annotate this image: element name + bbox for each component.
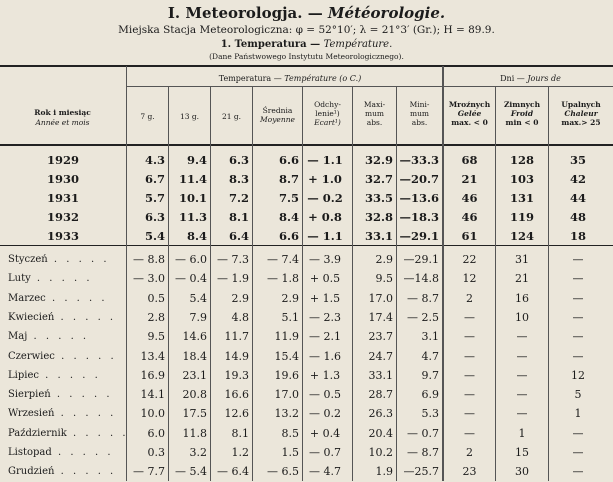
year-row-max: 33.1 (364, 229, 393, 243)
month-row-t21: — 7.3 (217, 253, 249, 266)
temperature-group-pl: Temperatura (218, 74, 272, 83)
leader-dots: . . . . . (54, 350, 117, 362)
col-header-hot-cond: max.> 25 (561, 118, 601, 127)
col-header-min (397, 100, 442, 127)
row-header-fr: Année et mois (35, 118, 90, 127)
year-row-max: 32.8 (364, 210, 393, 224)
month-row-max: 24.7 (368, 349, 393, 363)
year-row-max: 32.7 (364, 172, 393, 186)
month-row-t7: 10.0 (140, 407, 165, 421)
col-header-hot-fr: Chaleur (564, 109, 598, 118)
col-header-mean (253, 106, 302, 124)
month-row-label (8, 347, 124, 367)
month-row-t7: — 8.8 (133, 253, 165, 266)
month-row-min: 3.1 (421, 330, 439, 344)
year-row-min: —18.3 (399, 210, 439, 224)
year-row-label: 1933 (46, 229, 79, 243)
year-row-hot: 44 (569, 191, 586, 205)
month-row-max: 17.0 (368, 291, 393, 305)
month-name: Kwiecień (8, 311, 55, 323)
month-row-t7: 16.9 (140, 368, 165, 382)
month-row-label (8, 327, 124, 347)
month-row (0, 366, 613, 386)
month-row-frost: 12 (462, 272, 477, 286)
col-header-hot-pl: Upalnych (561, 100, 601, 109)
month-row-dev: — 0.7 (309, 446, 341, 459)
month-row-dev: — 4.7 (309, 465, 341, 479)
month-row-winter: — (516, 407, 528, 421)
year-row-t7: 5.4 (144, 229, 165, 243)
year-row-min: —13.6 (399, 191, 439, 205)
month-row-label (8, 366, 124, 386)
month-row-dev: + 0.4 (309, 426, 341, 440)
month-row-hot: — (572, 272, 584, 286)
month-row-winter: 15 (515, 446, 529, 459)
col-header-cold-pl: Zimnych (503, 100, 541, 109)
col-header-min-2: mum (409, 109, 430, 118)
leader-dots: . . . . . (54, 408, 117, 420)
year-row-dev: + 1.0 (308, 172, 342, 186)
month-row-mean: 19.6 (274, 368, 299, 382)
month-row-winter: 31 (515, 253, 529, 266)
month-row-frost: 22 (462, 253, 477, 266)
year-row-dev: — 1.1 (307, 229, 343, 243)
year-row-t13: 11.3 (178, 210, 207, 224)
year-row-t21: 7.2 (228, 191, 249, 205)
col-header-mean-fr: Moyenne (260, 115, 295, 124)
month-name: Czerwiec (8, 350, 55, 362)
month-row-min: 9.7 (421, 368, 439, 382)
col-header-hot-days (549, 100, 613, 127)
section-title-pl: 1. Temperatura (220, 39, 307, 50)
month-row-mean: 2.9 (281, 291, 299, 305)
station-info: Miejska Stacja Meteorologiczna: φ = 52°10′; λ = 21°3′ (Gr.); H = 89.9. (118, 24, 495, 36)
month-row-mean: 11.9 (274, 330, 299, 344)
month-row (0, 424, 613, 444)
leader-dots: . . . . . (51, 447, 114, 458)
days-group-fr: Jours de (527, 74, 561, 83)
year-row-t7: 6.3 (144, 210, 165, 224)
row-header (0, 108, 125, 128)
month-name: Styczeń (8, 254, 48, 265)
year-row (0, 169, 613, 189)
month-row-label (8, 462, 124, 482)
year-row-winter: 103 (509, 172, 534, 186)
month-row-max: 9.5 (375, 272, 393, 286)
month-row-frost: 2 (466, 291, 473, 305)
month-row-hot: 12 (571, 368, 585, 382)
month-row-max: 17.4 (368, 310, 393, 324)
month-row-mean: 5.1 (281, 310, 299, 324)
month-row-min: — 2.5 (407, 310, 439, 324)
month-row-dev: + 1.5 (309, 291, 341, 305)
month-row (0, 404, 613, 424)
month-row-hot: — (572, 465, 584, 479)
col-header-deviation (303, 100, 352, 127)
month-row-winter: — (516, 330, 528, 344)
month-row-max: 20.4 (368, 426, 393, 440)
month-row-min: —25.7 (403, 465, 439, 479)
year-row-winter: 128 (509, 153, 534, 167)
year-row (0, 188, 613, 208)
month-row-min: — 0.7 (407, 426, 439, 440)
month-row-frost: — (464, 349, 475, 363)
month-row-t21: 14.9 (224, 349, 249, 363)
month-row-t7: 2.8 (147, 310, 165, 324)
month-row (0, 347, 613, 367)
year-row-dev: — 1.1 (307, 153, 343, 167)
month-row-dev: — 3.9 (309, 253, 341, 266)
days-group-header: Dni — Jours de (500, 74, 561, 83)
year-row-frost: 68 (461, 153, 478, 167)
month-row-t7: 0.5 (147, 291, 165, 305)
month-row-t21: 16.6 (224, 388, 249, 402)
month-row-label (8, 404, 124, 424)
month-row-label (8, 289, 124, 309)
leader-dots: . . . . . (50, 389, 113, 401)
month-row-mean: — 1.8 (267, 272, 299, 286)
month-row-mean: 17.0 (274, 388, 299, 402)
month-row-t7: 6.0 (147, 426, 165, 440)
month-row-max: 10.2 (368, 446, 393, 459)
month-row-frost: 23 (462, 465, 477, 479)
month-row-mean: 15.4 (274, 349, 299, 363)
year-row-t7: 6.7 (144, 172, 165, 186)
month-row-winter: — (516, 368, 528, 382)
month-row-hot: — (572, 349, 584, 363)
year-row-t7: 4.3 (144, 153, 165, 167)
leader-dots: . . . . . (30, 273, 93, 285)
month-name: Wrzesień (8, 408, 55, 420)
year-row-label: 1929 (46, 153, 79, 167)
month-row-min: 5.3 (421, 407, 439, 421)
month-row-min: — 8.7 (407, 291, 439, 305)
year-row-t21: 6.4 (228, 229, 249, 243)
month-row-frost: — (464, 407, 475, 421)
month-row-min: —29.1 (403, 253, 439, 266)
year-row-winter: 119 (509, 210, 534, 224)
month-row (0, 385, 613, 405)
month-name: Lipiec (8, 369, 39, 381)
month-row (0, 443, 613, 463)
year-row-frost: 46 (461, 191, 478, 205)
year-row-dev: + 0.8 (308, 210, 342, 224)
month-row-winter: 30 (515, 465, 529, 479)
month-row-winter: 21 (515, 272, 529, 286)
section-title: 1. Temperatura — Température. (220, 39, 393, 50)
year-row-hot: 18 (569, 229, 586, 243)
year-row-winter: 124 (509, 229, 534, 243)
month-row-hot: — (572, 330, 584, 344)
month-row-hot: — (572, 426, 584, 440)
month-row-label (8, 385, 124, 405)
leader-dots: . . . . . (27, 331, 90, 343)
month-row-mean: 8.5 (281, 426, 299, 440)
month-row-dev: — 1.6 (309, 349, 341, 363)
month-row-winter: — (516, 388, 528, 402)
year-row-label: 1930 (46, 172, 79, 186)
table-top-rule (0, 65, 613, 67)
month-row (0, 289, 613, 309)
month-row-dev: — 0.2 (309, 407, 341, 421)
month-row-t13: — 5.4 (175, 465, 207, 479)
month-row-t21: 4.8 (231, 310, 249, 324)
year-row-mean: 7.5 (278, 191, 299, 205)
year-row-min: —29.1 (399, 229, 439, 243)
year-row-mean: 6.6 (278, 153, 299, 167)
month-row-hot: 1 (574, 407, 582, 421)
header-bottom-rule (0, 144, 613, 146)
temperature-group-header: Temperatura — Température (o C.) (218, 74, 362, 83)
row-header-pl: Rok i miesiąc (34, 108, 91, 117)
month-row-t21: — 6.4 (217, 465, 249, 479)
year-row-t21: 8.3 (228, 172, 249, 186)
month-row-dev: — 2.3 (309, 310, 341, 324)
year-row-dev: — 0.2 (307, 191, 343, 205)
month-row-max: 33.1 (368, 368, 393, 382)
col-header-frost-days (444, 100, 495, 127)
month-row-t21: 2.9 (231, 291, 249, 305)
col-header-frost-fr: Gelée (457, 109, 482, 118)
year-row-frost: 46 (461, 210, 478, 224)
month-row-max: 23.7 (368, 330, 393, 344)
month-name: Maj (8, 331, 28, 343)
month-row-hot: — (572, 291, 584, 305)
month-row-max: 2.9 (375, 253, 393, 266)
year-row-t21: 8.1 (228, 210, 249, 224)
month-row-min: —14.8 (403, 272, 439, 286)
month-row-mean: 1.5 (281, 446, 299, 459)
month-row-label (8, 424, 129, 444)
leader-dots: . . . . . (45, 292, 108, 304)
month-name: Marzec (8, 292, 46, 304)
year-row (0, 207, 613, 227)
month-name: Listopad (8, 447, 52, 458)
temperature-group-fr: Température (o C.) (284, 74, 362, 83)
title-fr: Météorologie. (327, 4, 446, 22)
leader-dots: . . . . . (54, 311, 117, 323)
col-header-max-2: mum (364, 109, 385, 118)
col-header-max-1: Maxi- (363, 100, 386, 109)
month-row-t13: 18.4 (182, 349, 207, 363)
year-row-t13: 9.4 (186, 153, 207, 167)
month-row-t7: 13.4 (140, 349, 165, 363)
col-header-frost-pl: Mroźnych (448, 100, 491, 109)
month-row-label (8, 269, 124, 289)
col-header-max (353, 100, 396, 127)
col-header-deviation-pl2: lenie¹) (315, 109, 340, 118)
col-header-deviation-pl1: Odchy- (314, 100, 341, 109)
month-row-max: 26.3 (368, 407, 393, 421)
month-row-t21: — 1.9 (217, 272, 249, 286)
month-row-hot: — (572, 310, 584, 324)
col-header-frost-cond: max. < 0 (451, 118, 488, 127)
month-row-t7: 9.5 (147, 330, 165, 344)
month-row-max: 1.9 (375, 465, 393, 479)
month-row (0, 462, 613, 482)
month-row-dev: + 0.5 (309, 272, 341, 286)
col-header-7: 7 g. (140, 112, 155, 121)
month-row-t13: — 0.4 (175, 272, 207, 286)
col-header-min-1: Mini- (409, 100, 430, 109)
leader-dots: . . . . . (54, 466, 117, 478)
col-header-13: 13 g. (179, 112, 200, 121)
month-row-t21: 1.2 (231, 446, 249, 459)
data-source: (Dane Państwowego Instytutu Meteorologicznego). (209, 52, 404, 61)
col-header-cold-cond: min < 0 (505, 118, 539, 127)
month-row-winter: — (516, 349, 528, 363)
year-row-t13: 11.4 (178, 172, 207, 186)
month-row-label (8, 443, 124, 463)
month-row-min: 6.9 (421, 388, 439, 402)
month-row-t7: 14.1 (140, 388, 165, 402)
month-row-frost: — (464, 330, 475, 344)
month-row-hot: 5 (574, 388, 582, 402)
col-header-21: 21 g. (221, 112, 242, 121)
year-row-hot: 35 (569, 153, 586, 167)
year-row-label: 1931 (46, 191, 79, 205)
year-row-mean: 8.7 (278, 172, 299, 186)
month-row-frost: — (464, 426, 475, 440)
col-header-min-3: abs. (411, 118, 428, 127)
month-name: Luty (8, 273, 31, 285)
month-row (0, 327, 613, 347)
year-row-t7: 5.7 (144, 191, 165, 205)
month-row-t13: — 6.0 (175, 253, 207, 266)
month-name: Październik (8, 427, 67, 439)
month-row-mean: 13.2 (274, 407, 299, 421)
days-group-pl: Dni (500, 74, 515, 83)
month-row-hot: — (572, 446, 584, 459)
month-row-dev: — 2.1 (309, 330, 341, 344)
year-row-winter: 131 (509, 191, 534, 205)
year-row-max: 32.9 (364, 153, 393, 167)
month-row-winter: 16 (515, 291, 529, 305)
year-row-t21: 6.3 (228, 153, 249, 167)
year-row-mean: 8.4 (278, 210, 299, 224)
month-row-t13: 20.8 (182, 388, 207, 402)
year-row-mean: 6.6 (278, 229, 299, 243)
month-row-t21: 8.1 (231, 426, 249, 440)
month-row-t7: — 3.0 (133, 272, 165, 286)
month-row-min: — 8.7 (407, 446, 439, 459)
month-row-t13: 7.9 (189, 310, 207, 324)
month-row-frost: 2 (466, 446, 473, 459)
month-row-hot: — (572, 253, 584, 266)
month-row-t21: 19.3 (224, 368, 249, 382)
year-row-min: —20.7 (399, 172, 439, 186)
year-row (0, 226, 613, 246)
month-row-t13: 14.6 (182, 330, 207, 344)
col-header-max-3: abs. (366, 118, 383, 127)
month-row-dev: — 0.5 (309, 388, 341, 402)
month-name: Grudzień (8, 466, 55, 478)
month-row-label (8, 308, 124, 328)
page-title: I. Meteorologja. — Météorologie. (167, 4, 446, 22)
col-header-cold-fr: Froid (510, 109, 534, 118)
year-row-label: 1932 (46, 210, 79, 224)
month-row (0, 250, 613, 270)
month-row-max: 28.7 (368, 388, 393, 402)
section-title-fr: Température. (323, 39, 393, 50)
month-row-winter: 1 (518, 426, 526, 440)
group-header-rule (126, 86, 613, 87)
month-row-t13: 3.2 (189, 446, 207, 459)
leader-dots: . . . . . (47, 254, 110, 265)
month-row-t13: 5.4 (189, 291, 207, 305)
month-row (0, 308, 613, 328)
month-row-mean: — 7.4 (267, 253, 299, 266)
month-row-t7: — 7.7 (133, 465, 165, 479)
year-row-hot: 48 (569, 210, 586, 224)
month-row-label (8, 250, 124, 270)
title-pl: Meteorologja. (185, 4, 303, 22)
month-row-t21: 11.7 (224, 330, 249, 344)
year-row-max: 33.5 (364, 191, 393, 205)
month-row-frost: — (464, 368, 475, 382)
month-row-dev: + 1.3 (309, 368, 341, 382)
month-row-t13: 23.1 (182, 368, 207, 382)
col-header-deviation-fr: Ecart¹) (314, 118, 341, 127)
month-row-t13: 17.5 (182, 407, 207, 421)
year-row-frost: 21 (461, 172, 478, 186)
month-row-frost: — (464, 310, 475, 324)
month-row-t7: 0.3 (147, 446, 165, 459)
month-row-frost: — (464, 388, 475, 402)
year-row-min: —33.3 (399, 153, 439, 167)
year-row (0, 150, 613, 170)
year-row-t13: 10.1 (178, 191, 207, 205)
month-name: Sierpień (8, 389, 51, 401)
month-row-mean: — 6.5 (267, 465, 299, 479)
year-row-hot: 42 (569, 172, 586, 186)
year-row-frost: 61 (461, 229, 478, 243)
month-row-min: 4.7 (421, 349, 439, 363)
month-row-t21: 12.6 (224, 407, 249, 421)
col-header-mean-pl: Średnia (262, 106, 293, 115)
month-row (0, 269, 613, 289)
leader-dots: . . . . . (38, 369, 101, 381)
year-row-t13: 8.4 (186, 229, 207, 243)
leader-dots: . . . . . (66, 427, 129, 439)
month-row-winter: 10 (515, 310, 529, 324)
month-row-t13: 11.8 (182, 426, 207, 440)
chapter-number: I. (167, 4, 181, 22)
col-header-cold-days (496, 100, 548, 127)
